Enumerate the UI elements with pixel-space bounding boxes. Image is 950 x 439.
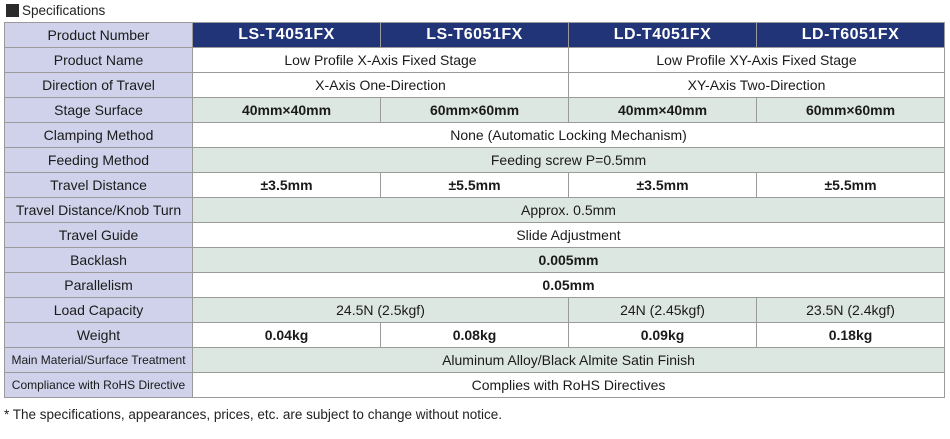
table-row (5, 73, 945, 98)
travel-distance-value: ±3.5mm (193, 173, 381, 198)
row-label: Backlash (5, 248, 193, 273)
row-label: Clamping Method (5, 123, 193, 148)
product-name-ld: Low Profile XY-Axis Fixed Stage (569, 48, 945, 73)
direction-ls: X-Axis One-Direction (193, 73, 569, 98)
row-label: Stage Surface (5, 98, 193, 123)
row-label: Weight (5, 323, 193, 348)
table-row (5, 48, 945, 73)
row-label: Product Name (5, 48, 193, 73)
stage-surface-value: 40mm×40mm (193, 98, 381, 123)
travel-distance-value: ±3.5mm (569, 173, 757, 198)
table-row (5, 248, 945, 273)
product-name-ls: Low Profile X-Axis Fixed Stage (193, 48, 569, 73)
model-header: LD-T6051FX (757, 23, 945, 48)
table-row (5, 198, 945, 223)
table-row (5, 223, 945, 248)
stage-surface-value: 60mm×60mm (381, 98, 569, 123)
model-header: LS-T4051FX (193, 23, 381, 48)
parallelism-value: 0.05mm (193, 273, 945, 298)
travel-guide-value: Slide Adjustment (193, 223, 945, 248)
backlash-value: 0.005mm (193, 248, 945, 273)
row-label: Travel Distance (5, 173, 193, 198)
table-row (5, 323, 945, 348)
weight-value: 0.09kg (569, 323, 757, 348)
clamping-value: None (Automatic Locking Mechanism) (193, 123, 945, 148)
table-row (5, 123, 945, 148)
travel-distance-value: ±5.5mm (381, 173, 569, 198)
table-row (5, 348, 945, 373)
model-header: LS-T6051FX (381, 23, 569, 48)
header-row (5, 23, 945, 48)
row-label: Travel Guide (5, 223, 193, 248)
footnote: * The specifications, appearances, prices, etc. are subject to change without notice. (4, 407, 503, 422)
table-row (5, 373, 945, 398)
travel-per-turn-value: Approx. 0.5mm (193, 198, 945, 223)
load-capacity-ld-t6051fx: 23.5N (2.4kgf) (757, 298, 945, 323)
material-value: Aluminum Alloy/Black Almite Satin Finish (193, 348, 945, 373)
load-capacity-ls: 24.5N (2.5kgf) (193, 298, 569, 323)
travel-distance-value: ±5.5mm (757, 173, 945, 198)
square-bullet-icon (6, 4, 19, 17)
load-capacity-ld-t4051fx: 24N (2.45kgf) (569, 298, 757, 323)
row-label: Compliance with RoHS Directive (5, 373, 193, 398)
section-title (6, 1, 105, 19)
product-number-label: Product Number (5, 23, 193, 48)
model-header: LD-T4051FX (569, 23, 757, 48)
rohs-value: Complies with RoHS Directives (193, 373, 945, 398)
specifications-table (4, 22, 945, 398)
table-row (5, 273, 945, 298)
table-row (5, 173, 945, 198)
stage-surface-value: 40mm×40mm (569, 98, 757, 123)
weight-value: 0.04kg (193, 323, 381, 348)
table-row (5, 298, 945, 323)
table-row (5, 148, 945, 173)
stage-surface-value: 60mm×60mm (757, 98, 945, 123)
feeding-value: Feeding screw P=0.5mm (193, 148, 945, 173)
row-label: Direction of Travel (5, 73, 193, 98)
row-label: Parallelism (5, 273, 193, 298)
row-label: Main Material/Surface Treatment (5, 348, 193, 373)
row-label: Travel Distance/Knob Turn (5, 198, 193, 223)
table-row (5, 98, 945, 123)
direction-ld: XY-Axis Two-Direction (569, 73, 945, 98)
row-label: Load Capacity (5, 298, 193, 323)
row-label: Feeding Method (5, 148, 193, 173)
weight-value: 0.18kg (757, 323, 945, 348)
section-title-text: Specifications (22, 2, 106, 18)
weight-value: 0.08kg (381, 323, 569, 348)
